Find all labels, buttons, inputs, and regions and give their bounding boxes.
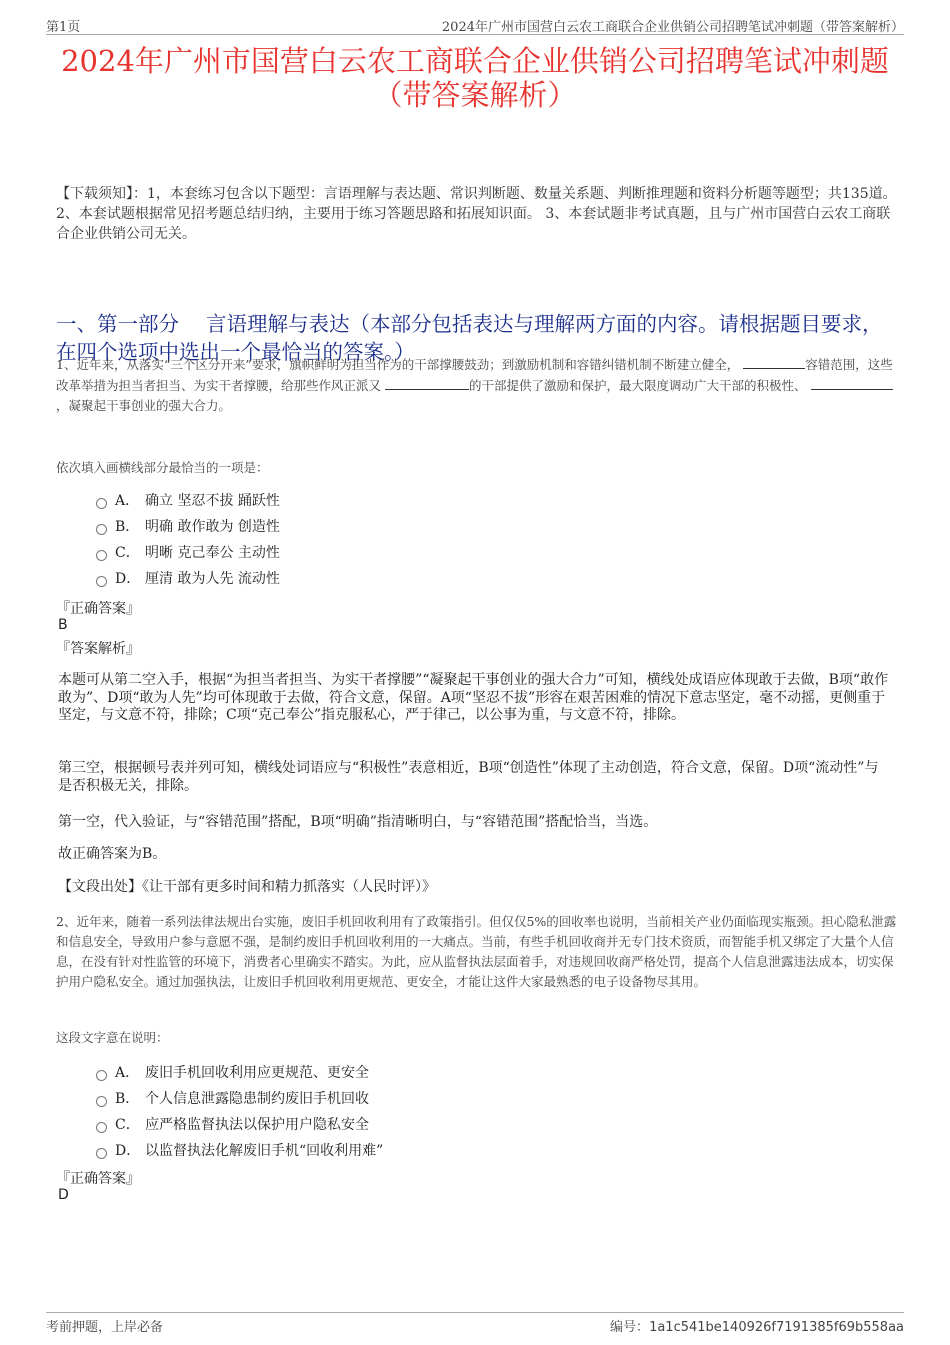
footer-code bbox=[610, 1316, 904, 1335]
question-1-text bbox=[56, 354, 898, 416]
option-text: 明确 敢作敢为 创造性 bbox=[145, 519, 280, 535]
q1-option-d[interactable] bbox=[96, 568, 280, 594]
question-1-options bbox=[96, 490, 280, 594]
option-text: 以监督执法化解废旧手机“回收利用难” bbox=[145, 1143, 384, 1159]
q1-blank-1 bbox=[743, 354, 805, 369]
q2-option-a[interactable] bbox=[96, 1062, 383, 1088]
q2-option-c[interactable] bbox=[96, 1114, 383, 1140]
q1-text-part3: 的干部提供了激励和保护，最大限度调动广大干部的积极性、 bbox=[469, 378, 807, 393]
option-key: A． bbox=[115, 493, 140, 509]
radio-icon[interactable] bbox=[96, 1122, 107, 1133]
q1-text-part4: ，凝聚起干事创业的强大合力。 bbox=[56, 398, 232, 413]
radio-icon[interactable] bbox=[96, 498, 107, 509]
radio-icon[interactable] bbox=[96, 1148, 107, 1159]
q2-answer-label: 『正确答案』 bbox=[56, 1171, 140, 1187]
option-text: 个人信息泄露隐患制约废旧手机回收 bbox=[145, 1091, 369, 1107]
page-footer bbox=[46, 1312, 904, 1337]
section-title: 一、第一部分 言语理解与表达（本部分包括表达与理解两方面的内容。请根据题目要求，在四个选项中选出一个最恰当的答案。） bbox=[56, 312, 883, 364]
q1-blank-3 bbox=[811, 375, 893, 390]
question-2-prompt: 这段文字意在说明： bbox=[56, 1030, 169, 1045]
option-text: 厘清 敢为人先 流动性 bbox=[145, 571, 280, 587]
option-key: A． bbox=[115, 1065, 140, 1081]
footer-code-value: 1a1c541be140926f7191385f69b558aa bbox=[649, 1320, 904, 1335]
radio-icon[interactable] bbox=[96, 524, 107, 535]
q2-option-d[interactable] bbox=[96, 1140, 383, 1166]
option-text: 确立 坚忍不拔 踊跃性 bbox=[145, 493, 280, 509]
radio-icon[interactable] bbox=[96, 550, 107, 561]
header-doc-title: 2024年广州市国营白云农工商联合企业供销公司招聘笔试冲刺题（带答案解析） bbox=[441, 20, 904, 35]
option-key: C． bbox=[115, 545, 140, 561]
option-key: D． bbox=[115, 1143, 141, 1159]
q1-answer: B bbox=[58, 617, 68, 633]
q1-source: 【文段出处】《让干部有更多时间和精力抓落实（人民时评）》 bbox=[58, 879, 436, 895]
q1-text-part2: 容错范围，这些改革举措为担当者担当、为实干者撑腰，给那些作风正派又 bbox=[56, 357, 893, 393]
q1-analysis-para-3: 第一空，代入验证，与“容错范围”搭配，B项“明确”指清晰明白，与“容错范围”搭配恰当，当选。 bbox=[58, 814, 658, 830]
q1-option-c[interactable] bbox=[96, 542, 280, 568]
option-text: 明晰 克己奉公 主动性 bbox=[145, 545, 280, 561]
q1-option-a[interactable] bbox=[96, 490, 280, 516]
page-number: 第1页 bbox=[46, 20, 81, 35]
q1-text-part1: 1、近年来，从落实“三个区分开来”要求，旗帜鲜明为担当作为的干部撑腰鼓劲；到激励机制和容错纠错机制不断建立健全， bbox=[56, 357, 740, 372]
question-2-options bbox=[96, 1062, 383, 1166]
option-key: C． bbox=[115, 1117, 140, 1133]
option-key: B． bbox=[115, 519, 140, 535]
question-2-text: 2、近年来，随着一系列法律法规出台实施，废旧手机回收利用有了政策指引。但仅仅5%的回收率也说明，当前相关产业仍面临现实瓶颈。担心隐私泄露和信息安全，导致用户参与意愿不强，是制约废旧手机回收利用的一大痛点。当前，有些手机回收商并无专门技术资质，而智能手机又绑定了大量个人信息，在没有针对性监管的环境下，消费者心里确实不踏实。为此，应从监督执法层面着手，对违规回收商严格处罚，提高个人信息泄露违法成本，切实保护用户隐私安全。通过加强执法，让废旧手机回收利用更规范、更安全，才能让这件大家最熟悉的电子设备物尽其用。 bbox=[56, 914, 897, 989]
radio-icon[interactable] bbox=[96, 1096, 107, 1107]
document-title: 2024年广州市国营白云农工商联合企业供销公司招聘笔试冲刺题（带答案解析） bbox=[61, 44, 889, 112]
option-text: 废旧手机回收利用应更规范、更安全 bbox=[145, 1065, 369, 1081]
footer-slogan: 考前押题，上岸必备 bbox=[46, 1320, 164, 1335]
q2-answer: D bbox=[58, 1187, 69, 1203]
q1-answer-label: 『正确答案』 bbox=[56, 601, 140, 617]
footer-code-label: 编号： bbox=[610, 1320, 650, 1335]
q1-analysis-para-4: 故正确答案为B。 bbox=[58, 846, 167, 862]
q1-option-b[interactable] bbox=[96, 516, 280, 542]
question-1-prompt: 依次填入画横线部分最恰当的一项是： bbox=[56, 460, 269, 475]
page-header bbox=[46, 14, 904, 35]
download-notice: 【下载须知】：1，本套练习包含以下题型：言语理解与表达题、常识判断题、数量关系题、判断推理题和资料分析题等题型；共135道。 2、本套试题根据常见招考题总结归纳，主要用于练习答题思路和拓展知识面。 3、本套试题非考试真题，且与广州市国营白云农工商联合企业供销公司无关。 bbox=[56, 186, 897, 242]
option-key: B． bbox=[115, 1091, 140, 1107]
radio-icon[interactable] bbox=[96, 576, 107, 587]
option-text: 应严格监督执法以保护用户隐私安全 bbox=[145, 1117, 369, 1133]
option-key: D． bbox=[115, 571, 141, 587]
q1-blank-2 bbox=[385, 375, 469, 390]
q2-option-b[interactable] bbox=[96, 1088, 383, 1114]
q1-analysis-para-2: 第三空，根据顿号表并列可知，横线处词语应与“积极性”表意相近，B项“创造性”体现了主动创造，符合文意，保留。D项“流动性”与是否积极无关，排除。 bbox=[58, 760, 879, 794]
q1-analysis-label: 『答案解析』 bbox=[56, 641, 140, 657]
radio-icon[interactable] bbox=[96, 1070, 107, 1081]
q1-analysis-para-1: 本题可从第二空入手，根据“为担当者担当、为实干者撑腰”“凝聚起干事创业的强大合力”可知，横线处成语应体现敢于去做，B项“敢作敢为”、D项“敢为人先”均可体现敢于去做，符合文意，保留。A项“坚忍不拔”形容在艰苦困难的情况下意志坚定，毫不动摇，更侧重于坚定，与文意不符，排除；C项“克己奉公”指克服私心，严于律己，以公事为重，与文意不符，排除。 bbox=[58, 672, 889, 723]
